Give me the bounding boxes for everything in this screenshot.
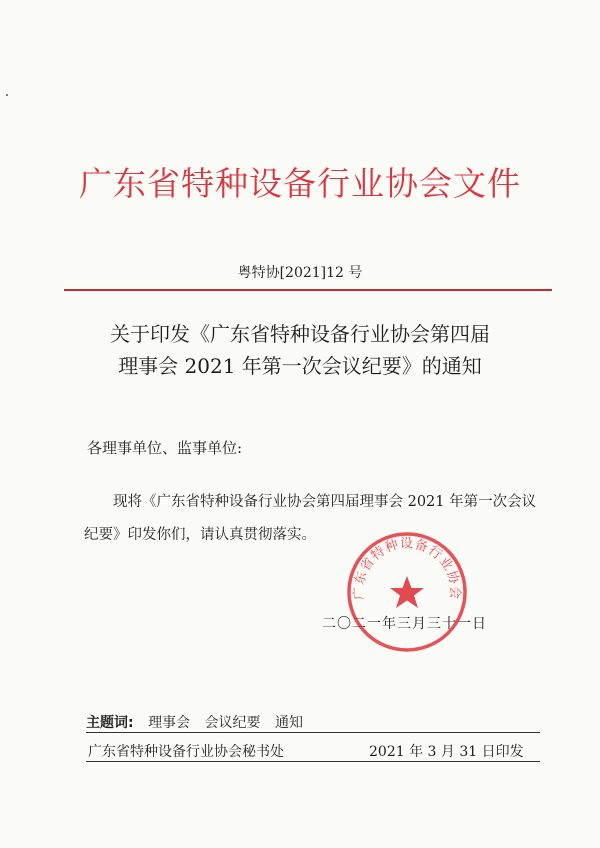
official-seal bbox=[345, 530, 469, 654]
footer-rule-top bbox=[86, 732, 540, 733]
scan-speck bbox=[6, 94, 8, 96]
notice-title bbox=[0, 318, 600, 382]
notice-body: 现将《广东省特种设备行业协会第四届理事会 2021 年第一次会议纪要》印发你们，请认真贯彻落实。 bbox=[84, 494, 537, 543]
topic-keyword: 会议纪要 bbox=[204, 715, 261, 731]
notice-date: 二〇二一年三月三十一日 bbox=[322, 616, 487, 632]
topic-keyword: 理事会 bbox=[148, 715, 191, 731]
issue-date: 2021 年 3 月 31 日印发 bbox=[369, 744, 524, 760]
document-number: 粤特协[2021]12 号 bbox=[237, 265, 363, 281]
seal-star-icon bbox=[390, 576, 424, 608]
document-header-title: 广东省特种设备行业协会文件 bbox=[79, 164, 521, 203]
notice-title-line-1: 关于印发《广东省特种设备行业协会第四届 bbox=[110, 322, 490, 346]
addressee: 各理事单位、监事单位: bbox=[87, 439, 243, 457]
notice-title-line-2: 理事会 2021 年第一次会议纪要》的通知 bbox=[118, 354, 482, 378]
seal-text: 广东省特种设备行业协会 bbox=[351, 536, 463, 601]
topic-label: 主题词: bbox=[86, 715, 134, 731]
header-red-rule bbox=[64, 289, 552, 291]
topic-words bbox=[86, 712, 303, 732]
issuer: 广东省特种设备行业协会秘书处 bbox=[88, 744, 284, 760]
footer-rule-bottom bbox=[86, 761, 540, 762]
topic-keyword: 通知 bbox=[274, 715, 303, 731]
